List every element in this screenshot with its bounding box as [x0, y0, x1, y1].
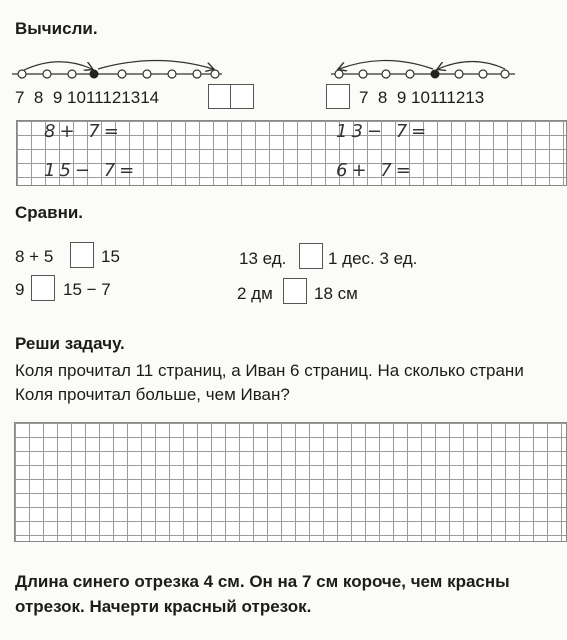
compare-left: 8 + 5: [15, 247, 54, 266]
nl-label: 8: [33, 88, 44, 107]
problem-text-line1: Коля прочитал 11 страниц, а Иван 6 страниц. На сколько страни: [15, 361, 524, 380]
compare-box[interactable]: [299, 243, 323, 269]
nl-label: 8: [377, 88, 388, 107]
nl-label: 10: [67, 88, 86, 107]
compare-left: 2 дм: [237, 284, 273, 303]
nl-label: 12: [102, 88, 122, 107]
task-text-line2: отрезок. Начерти красный отрезок.: [15, 597, 312, 616]
compare-box[interactable]: [70, 242, 94, 268]
handwritten-answer: 6+ 7=: [336, 160, 415, 181]
compare-box[interactable]: [31, 275, 55, 301]
compare-box[interactable]: [283, 278, 307, 304]
nl-label: 7: [15, 88, 25, 107]
nl-label: 11: [85, 88, 103, 107]
compare-left: 9: [15, 280, 25, 299]
nl-label: 7: [359, 88, 369, 107]
handwritten-answer: 15− 7=: [44, 160, 139, 181]
solution-grid[interactable]: [14, 422, 567, 542]
nl-label: 9: [396, 88, 407, 107]
answer-box[interactable]: [208, 84, 232, 109]
number-line-right-labels: [359, 88, 484, 108]
number-line-left-labels: [15, 88, 159, 108]
section-title-calculate: Вычисли.: [15, 19, 98, 38]
nl-label: 12: [446, 88, 466, 107]
compare-left: 13 ед.: [239, 249, 287, 268]
section-title-solve: Реши задачу.: [15, 334, 125, 353]
task-text-line1: Длина синего отрезка 4 см. Он на 7 см короче, чем красны: [15, 572, 510, 591]
section-title-compare: Сравни.: [15, 203, 84, 222]
compare-right: 15: [101, 247, 120, 266]
handwritten-answer: 8+ 7=: [44, 121, 123, 142]
nl-label: 13: [465, 88, 485, 107]
handwritten-answer: 13− 7=: [336, 121, 431, 142]
nl-label: 9: [52, 88, 63, 107]
nl-label: 14: [140, 88, 160, 107]
nl-label: 11: [429, 88, 447, 107]
nl-label: 10: [411, 88, 430, 107]
answer-box[interactable]: [326, 84, 350, 109]
compare-right: 15 − 7: [63, 280, 111, 299]
problem-text-line2: Коля прочитал больше, чем Иван?: [15, 385, 290, 404]
compare-right: 1 дес. 3 ед.: [328, 249, 418, 268]
compare-right: 18 см: [314, 284, 358, 303]
nl-label: 13: [121, 88, 141, 107]
answer-box[interactable]: [230, 84, 254, 109]
